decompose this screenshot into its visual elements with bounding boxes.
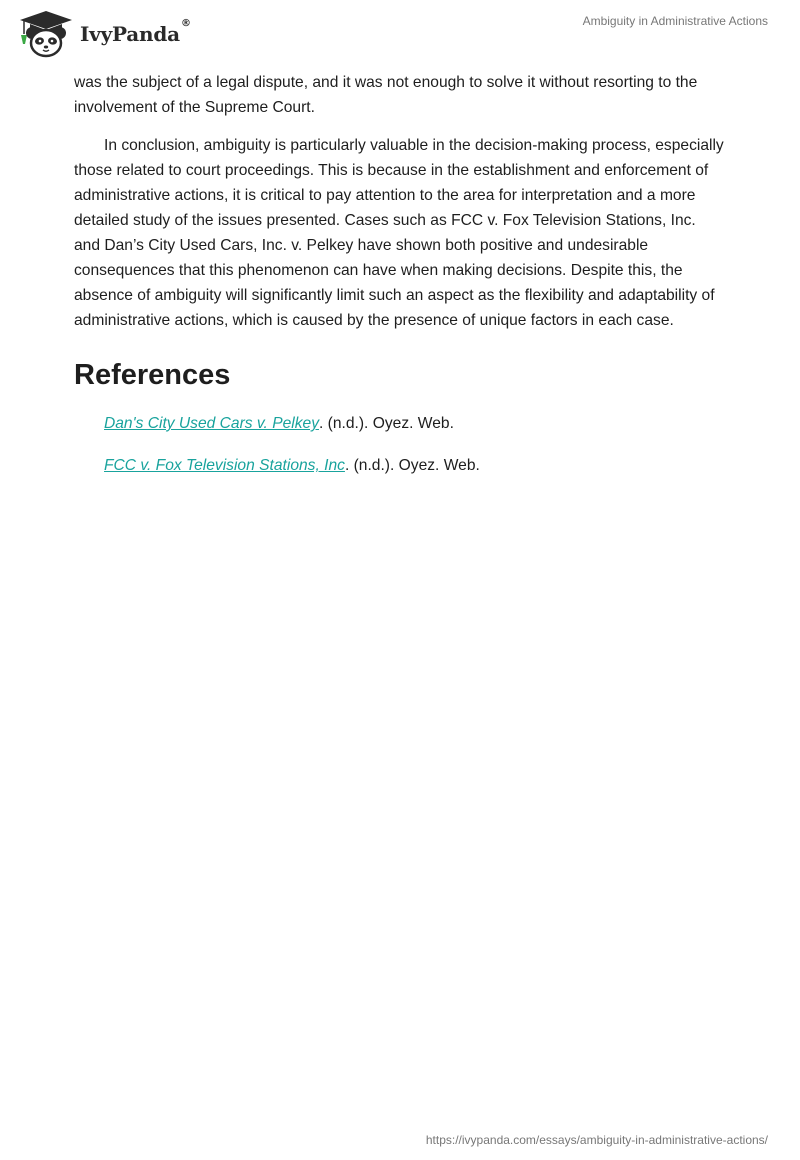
reference-entry	[104, 410, 726, 437]
reference-entry	[104, 452, 726, 479]
body-paragraph: was the subject of a legal dispute, and it was not enough to solve it without resorting to the involvement of the Supreme Court.	[74, 74, 698, 116]
ivypanda-logo[interactable]	[16, 8, 191, 58]
running-title: Ambiguity in Administrative Actions	[582, 14, 768, 28]
page-header	[0, 0, 800, 64]
footer-url[interactable]: https://ivypanda.com/essays/ambiguity-in-administrative-actions/	[425, 1133, 768, 1147]
registered-mark: ®	[180, 18, 191, 29]
reference-citation: . (n.d.). Oyez. Web.	[319, 415, 454, 432]
conclusion-paragraph: In conclusion, ambiguity is particularly valuable in the decision-making process, especially those related to court proceedings. This is because in the establishment and enforcement of administrative actions, it is critical to pay attention to the area for interpretation and a more detailed study of the issues presented. Cases such as FCC v. Fox Television Stations, Inc. and Dan’s City Used Cars, Inc. v. Pelkey have shown both positive and undesirable consequences that this phenomenon can have when making decisions. Despite this, the absence of ambiguity will significantly limit such an aspect as the flexibility and adaptability of administrative actions, which is caused by the presence of unique factors in each case.	[74, 137, 724, 329]
references-heading: References	[74, 359, 231, 391]
reference-link[interactable]: Dan's City Used Cars v. Pelkey	[104, 415, 319, 432]
logo-wordmark: IvyPanda®	[80, 18, 191, 46]
reference-citation: . (n.d.). Oyez. Web.	[344, 457, 480, 474]
panda-graduate-icon	[16, 8, 76, 58]
reference-link[interactable]: FCC v. Fox Television Stations, Inc	[104, 457, 345, 474]
document-body	[74, 70, 726, 494]
